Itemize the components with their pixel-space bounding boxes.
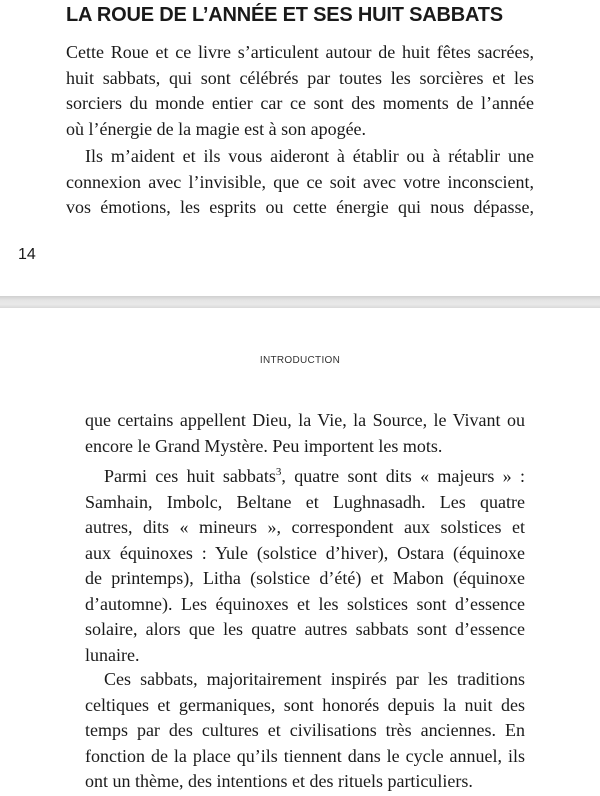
text-line: vos émotions, les esprits ou cette énergie qui nous dépasse, xyxy=(66,197,534,217)
text-line: temps par des cultures et civilisations très anciennes. En xyxy=(85,720,525,740)
top-paragraph-2 xyxy=(66,144,534,221)
text-line: aux équinoxes : Yule (solstice d’hiver), Ostara (équinoxe xyxy=(85,542,525,563)
text-segment: Parmi ces huit sabbats xyxy=(104,466,276,486)
text-line: encore le Grand Mystère. Peu importent les mots. xyxy=(85,435,443,456)
page-separator xyxy=(0,296,600,308)
text-segment: , quatre sont dits « majeurs » : xyxy=(281,466,525,486)
page-number: 14 xyxy=(18,246,36,263)
top-paragraph-1 xyxy=(66,40,534,142)
text-line: où l’énergie de la magie est à son apogée. xyxy=(66,118,367,139)
text-line: sorciers du monde entier car ce sont des moments de l’année xyxy=(66,93,534,113)
text-line: Cette Roue et ce livre s’articulent autour de huit fêtes sacrées, xyxy=(66,42,534,62)
text-line: lunaire. xyxy=(85,644,140,665)
footnote-marker: 3 xyxy=(275,466,282,478)
text-line: solaire, alors que les quatre autres sabbats sont d’essence xyxy=(85,619,525,639)
text-line: celtiques et germaniques, sont honorés depuis la nuit des xyxy=(85,694,525,715)
text-line: ont un thème, des intentions et des rituels particuliers. xyxy=(85,771,473,791)
chapter-heading: LA ROUE DE L’ANNÉE ET SES HUIT SABBATS xyxy=(66,4,503,26)
text-line: Samhain, Imbolc, Beltane et Lughnasadh. Les quatre xyxy=(85,491,525,512)
bottom-paragraph-3 xyxy=(85,667,525,795)
text-line: que certains appellent Dieu, la Vie, la Source, le Vivant ou xyxy=(85,410,525,430)
bottom-paragraph-2 xyxy=(85,464,525,668)
text-line: connexion avec l’invisible, que ce soit avec votre inconscient, xyxy=(66,171,534,192)
bottom-paragraph-1 xyxy=(85,408,525,459)
text-line: d’automne). Les équinoxes et les solstices sont d’essence xyxy=(85,593,525,614)
text-line xyxy=(85,464,525,490)
text-line: de printemps), Litha (solstice d’été) et Mabon (équinoxe xyxy=(85,568,525,588)
text-line: fonction de la place qu’ils tiennent dans le cycle annuel, ils xyxy=(85,745,525,766)
text-line: Ils m’aident et ils vous aideront à établir ou à rétablir une xyxy=(85,146,534,166)
running-header: INTRODUCTION xyxy=(259,355,341,366)
text-line: autres, dits « mineurs », correspondent aux solstices et xyxy=(85,517,525,537)
text-line: Ces sabbats, majoritairement inspirés par les traditions xyxy=(104,669,525,689)
text-line: huit sabbats, qui sont célébrés par toutes les sorcières et les xyxy=(66,67,534,88)
